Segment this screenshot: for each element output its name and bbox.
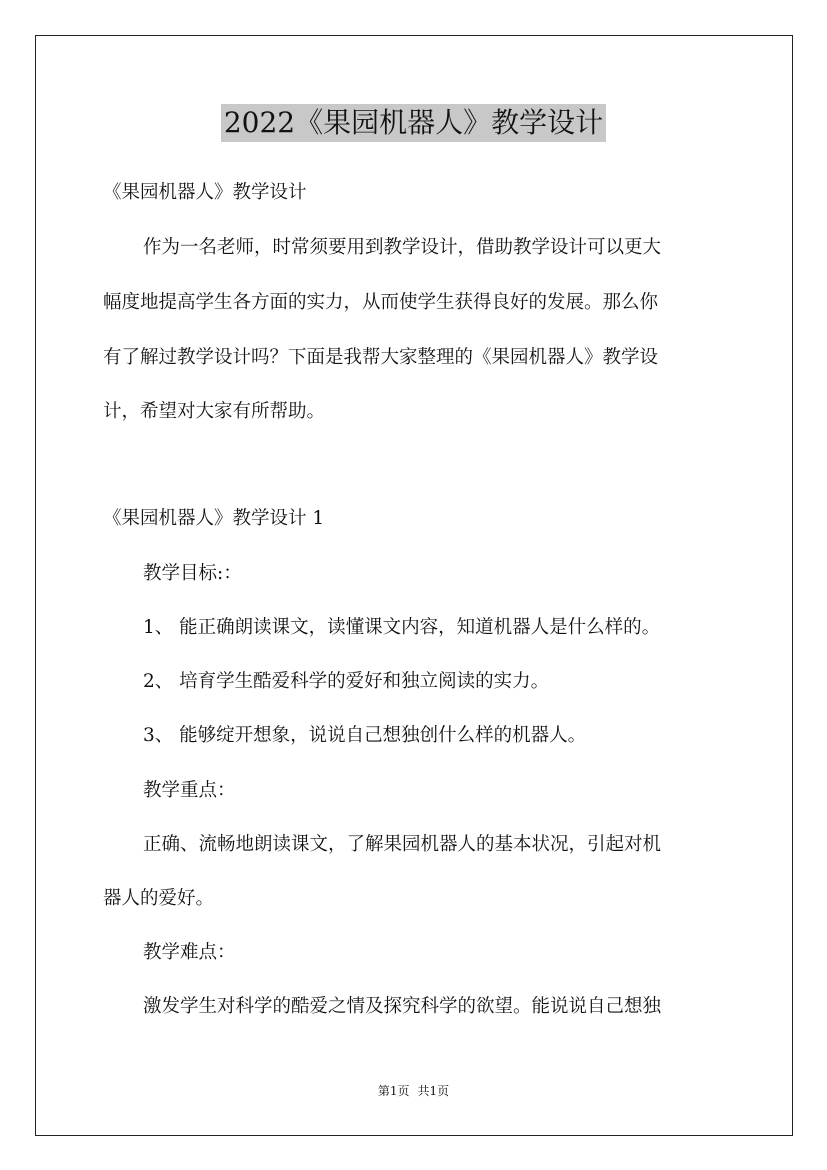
key-points-line-1: 正确、流畅地朗读课文，了解果园机器人的基本状况，引起对机 (143, 834, 662, 855)
key-points-label: 教学重点： (143, 780, 236, 801)
page-total: 共1页 (417, 1084, 450, 1098)
goals-label: 教学目标:： (143, 563, 242, 584)
goal-item-3: 3、 能够绽开想象，说说自己想独创什么样的机器人。 (143, 725, 587, 746)
goal-item-2: 2、 培育学生酷爱科学的爱好和独立阅读的实力。 (143, 671, 550, 692)
subtitle: 《果园机器人》教学设计 (103, 182, 307, 203)
intro-line-2: 幅度地提高学生各方面的实力，从而使学生获得良好的发展。那么你 (103, 292, 659, 313)
page-footer (0, 1083, 827, 1099)
key-points-line-2: 器人的爱好。 (103, 888, 215, 909)
intro-line-1: 作为一名老师，时常须要用到教学设计，借助教学设计可以更大 (143, 237, 662, 258)
page-current: 第1页 (377, 1084, 410, 1098)
document-title: 2022《果园机器人》教学设计 (221, 104, 606, 142)
difficulty-line: 激发学生对科学的酷爱之情及探究科学的欲望。能说说自己想独 (143, 996, 662, 1017)
difficulty-label: 教学难点： (143, 942, 236, 963)
intro-line-3: 有了解过教学设计吗？下面是我帮大家整理的《果园机器人》教学设 (103, 347, 659, 368)
goal-item-1: 1、 能正确朗读课文，读懂课文内容，知道机器人是什么样的。 (143, 617, 661, 638)
title-container (0, 104, 827, 142)
section-heading: 《果园机器人》教学设计 1 (103, 508, 325, 529)
intro-line-4: 计，希望对大家有所帮助。 (103, 401, 326, 422)
